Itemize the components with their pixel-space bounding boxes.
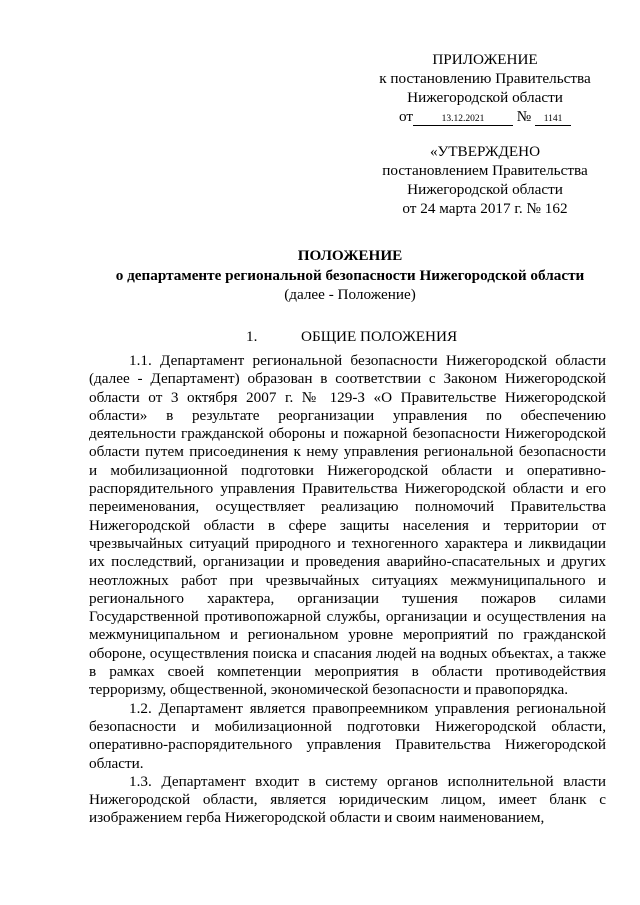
paragraph-1-1: 1.1. Департамент региональной безопасности Нижегородской области (далее - Департамент) образован в соответствии с Законом Нижегородской области от 3 октября 2007 г. № 129-З «О Правительстве Нижегородской области» в результате реорганизации управления по обеспечению деятельности гражданской обороны и пожарной безопасности Нижегородской области путем присоединения к нему управления региональной безопасности и мобилизационной подготовки Нижегородской области и оперативно-распорядительного управления Правительства Нижегородской области и его переименования, осуществляет реализацию полномочий Правительства Нижегородской области в сфере защиты населения и территории от чрезвычайных ситуаций природного и техногенного характера и ликвидации их последствий, организации и проведения аварийно-спасательных и других неотложных работ при чрезвычайных ситуациях межмуниципального и регионального характера, организации тушения пожаров силами Государственной противопожарной службы, организации и осуществления на межмуниципальном и региональном уровне мероприятий по гражданской обороне, осуществления поиска и спасания людей на водных объектах, а также в рамках своей компетенции мероприятия в области противодействия терроризму, общественной, экономической безопасности и правопорядка. <box>89 352 606 699</box>
section-title: ОБЩИЕ ПОЛОЖЕНИЯ <box>301 328 458 345</box>
appendix-block <box>365 50 605 126</box>
paragraph-1-2: 1.2. Департамент является правопреемником управления региональной безопасности и мобилизационной подготовки Нижегородской области, оперативно-распорядительного управления Правительства Нижегородской области. <box>89 699 606 772</box>
from-label: от <box>398 108 413 125</box>
appendix-line-1: к постановлению Правительства <box>379 70 591 87</box>
document-note: (далее - Положение) <box>284 286 416 303</box>
appendix-number: 1141 <box>535 113 571 126</box>
document-title-block <box>80 246 620 305</box>
document-body <box>89 352 606 828</box>
appendix-date: 13.12.2021 <box>413 113 513 126</box>
appendix-line-2: Нижегородской области <box>407 89 563 106</box>
appendix-date-line <box>365 107 605 126</box>
approved-block <box>365 142 605 218</box>
section-number: 1. <box>246 328 258 345</box>
approved-line-2: постановлением Правительства <box>382 162 588 179</box>
paragraph-1-3: 1.3. Департамент входит в систему органов исполнительной власти Нижегородской области, является юридическим лицом, имеет бланк с изображением герба Нижегородской области и своим наименованием, <box>89 772 606 827</box>
approved-line-3: Нижегородской области <box>407 181 563 198</box>
approved-line-4: от 24 марта 2017 г. № 162 <box>402 200 568 217</box>
appendix-title: ПРИЛОЖЕНИЕ <box>432 51 538 68</box>
approved-line-1: «УТВЕРЖДЕНО <box>429 143 541 160</box>
document-subtitle: о департаменте региональной безопасности Нижегородской области <box>115 266 585 284</box>
document-title: ПОЛОЖЕНИЕ <box>297 247 403 264</box>
number-label: № <box>516 108 532 125</box>
